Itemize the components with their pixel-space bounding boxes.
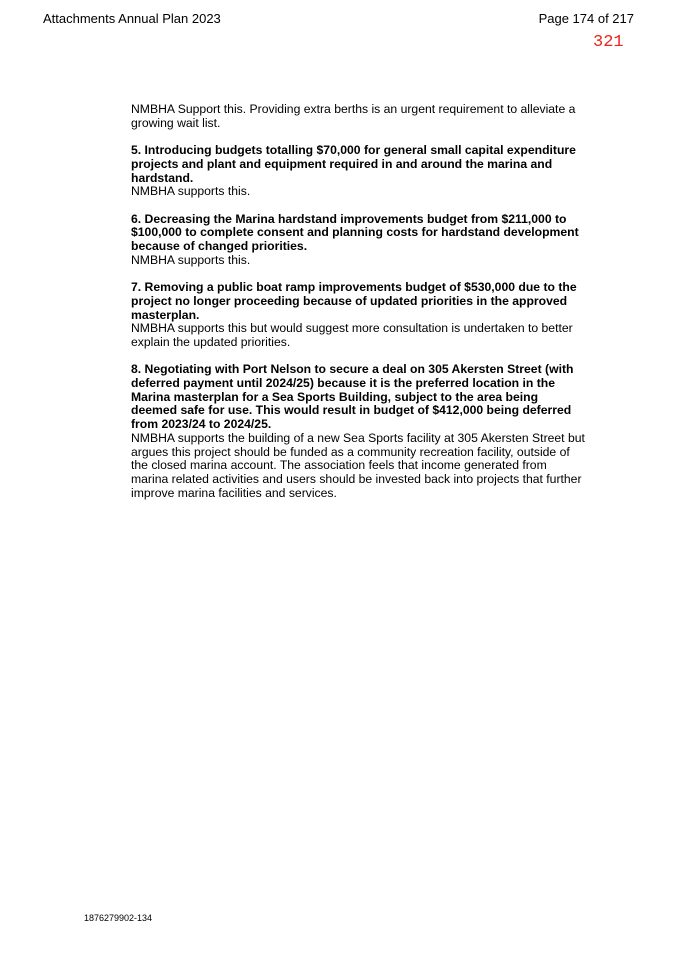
item-heading: 7. Removing a public boat ramp improvements budget of $530,000 due to the project no longer proceeding because of updated priorities in the approved masterplan.	[131, 280, 577, 322]
document-id: 1876279902-134	[84, 913, 153, 923]
document-body	[131, 103, 586, 500]
item-section-7	[131, 281, 586, 350]
item-section-8	[131, 363, 586, 500]
page-stamp-number: 321	[593, 33, 624, 52]
item-heading: 6. Decreasing the Marina hardstand improvements budget from $211,000 to $100,000 to complete consent and planning costs for hardstand development because of changed priorities.	[131, 211, 579, 253]
item-response: NMBHA supports the building of a new Sea Sports facility at 305 Akersten Street but argues this project should be funded as a community recreation facility, outside of the closed marina account. The association feels that income generated from marina related activities and users should be invested back into projects that further improve marina facilities and services.	[131, 430, 585, 500]
item-heading: 5. Introducing budgets totalling $70,000 for general small capital expenditure projects and plant and equipment required in and around the marina and hardstand.	[131, 143, 576, 185]
item-response: NMBHA supports this.	[131, 252, 251, 267]
document-title: Attachments Annual Plan 2023	[43, 11, 221, 26]
page-number: Page 174 of 217	[538, 11, 634, 26]
item-response: NMBHA supports this.	[131, 184, 251, 199]
item-response: NMBHA supports this but would suggest more consultation is undertaken to better explain the updated priorities.	[131, 321, 573, 349]
item-section-6	[131, 213, 586, 268]
intro-paragraph: NMBHA Support this. Providing extra berths is an urgent requirement to alleviate a growing wait list.	[131, 102, 576, 130]
item-section-5	[131, 144, 586, 199]
item-heading: 8. Negotiating with Port Nelson to secure a deal on 305 Akersten Street (with deferred payment until 2024/25) because it is the preferred location in the Marina masterplan for a Sea Sports Building, subject to the area being deemed safe for use. This would result in budget of $412,000 being deferred from 2023/24 to 2024/25.	[131, 362, 574, 432]
